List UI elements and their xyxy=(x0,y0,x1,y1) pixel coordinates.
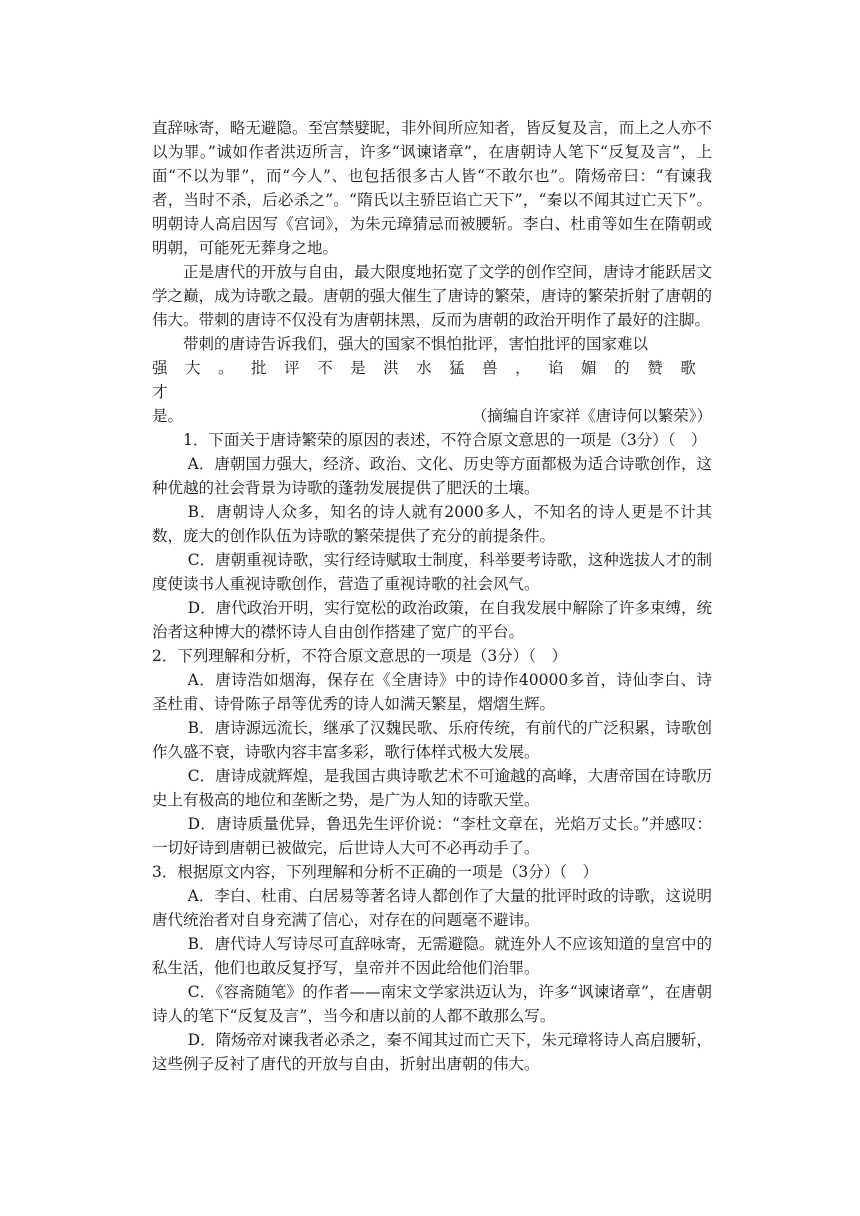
credit-line xyxy=(152,404,712,428)
option-d: D．隋炀帝对谏我者必杀之，秦不闻其过而亡天下，朱元璋将诗人高启腰斩，这些例子反衬了唐代的开放与自由，折射出唐朝的伟大。 xyxy=(152,1031,712,1073)
question-stem: 1．下面关于唐诗繁荣的原因的表述，不符合原文意思的一项是（3分）（ ） xyxy=(183,431,707,449)
question-stem: 3．根据原文内容，下列理解和分析不正确的一项是（3分）（ ） xyxy=(152,863,598,881)
document-page xyxy=(152,116,712,1076)
option-b: B．唐朝诗人众多，知名的诗人就有2000多人，不知名的诗人更是不计其数，庞大的创作队伍为诗歌的繁荣提供了充分的前提条件。 xyxy=(152,503,712,545)
option-a: A．唐诗浩如烟海，保存在《全唐诗》中的诗作40000多首，诗仙李白、诗圣杜甫、诗骨陈子昂等优秀的诗人如满天繁星，熠熠生辉。 xyxy=(152,671,712,713)
passage-paragraph-2: 正是唐代的开放与自由，最大限度地拓宽了文学的创作空间，唐诗才能跃居文学之巅，成为诗歌之最。唐朝的强大催生了唐诗的繁荣，唐诗的繁荣折射了唐朝的伟大。带刺的唐诗不仅没有为唐朝抹黑，反而为唐朝的政治开明作了最好的注脚。 xyxy=(152,263,712,329)
option-b: B．唐诗源远流长，继承了汉魏民歌、乐府传统，有前代的广泛积累，诗歌创作久盛不衰，诗歌内容丰富多彩，歌行体样式极大发展。 xyxy=(152,719,712,761)
passage-paragraph-1: 直辞咏寄，略无避隐。至宫禁嬖昵，非外间所应知者，皆反复及言，而上之人亦不以为罪。”诚如作者洪迈所言，许多“讽谏诸章”，在唐朝诗人笔下“反复及言”，上面“不以为罪”，而“今人”、也包括很多古人皆“不敢尔也”。隋炀帝曰：“有谏我者，当时不杀，后必杀之”。“隋氏以主骄臣谄亡天下”，“秦以不闻其过亡天下”。明朝诗人高启因写《宫词》，为朱元璋猜忌而被腰斩。李白、杜甫等如生在隋朝或明朝，可能死无葬身之地。 xyxy=(152,119,712,257)
question-1 xyxy=(152,428,712,644)
option-c: C．唐朝重视诗歌，实行经诗赋取士制度，科举要考诗歌，这种选拔人才的制度使读书人重视诗歌创作，营造了重视诗歌的社会风气。 xyxy=(152,551,712,593)
option-d: D．唐诗质量优异，鲁迅先生评价说：“李杜文章在，光焰万丈长。”并感叹：一切好诗到唐朝已被做完，后世诗人大可不必再动手了。 xyxy=(152,815,712,857)
option-a: A．李白、杜甫、白居易等著名诗人都创作了大量的批评时政的诗歌，这说明唐代统治者对自身充满了信心，对存在的问题毫不避讳。 xyxy=(152,887,712,929)
question-stem: 2．下列理解和分析，不符合原文意思的一项是（3分）（ ） xyxy=(152,647,567,665)
option-b: B．唐代诗人写诗尽可直辞咏寄，无需避隐。就连外人不应该知道的皇宫中的私生活，他们也敢反复抒写，皇帝并不因此给他们治罪。 xyxy=(152,935,712,977)
option-c: C．唐诗成就辉煌，是我国古典诗歌艺术不可逾越的高峰，大唐帝国在诗歌历史上有极高的地位和垄断之势，是广为人知的诗歌天堂。 xyxy=(152,767,712,809)
passage-paragraph-3-line-2: 强大。批评不是洪水猛兽，谄媚的赞歌才 xyxy=(152,359,712,401)
passage-paragraph-3-line-1: 带刺的唐诗告诉我们，强大的国家不惧怕批评，害怕批评的国家难以 xyxy=(183,335,649,353)
option-c: C．《容斋随笔》的作者——南宋文学家洪迈认为，许多“讽谏诸章”，在唐朝诗人的笔下“反复及言”，当今和唐以前的人都不敢那么写。 xyxy=(152,983,712,1025)
question-3 xyxy=(152,860,712,1076)
source-credit: （摘编自许家祥《唐诗何以繁荣》） xyxy=(471,407,712,425)
option-d: D．唐代政治开明，实行宽松的政治政策，在自我发展中解除了许多束缚，统治者这种博大的襟怀诗人自由创作搭建了宽广的平台。 xyxy=(152,599,712,641)
passage-paragraph-3-line-3: 是。 xyxy=(152,407,184,425)
question-2 xyxy=(152,644,712,860)
passage-paragraph-3 xyxy=(152,332,712,428)
option-a: A．唐朝国力强大，经济、政治、文化、历史等方面都极为适合诗歌创作，这种优越的社会背景为诗歌的蓬勃发展提供了肥沃的土壤。 xyxy=(152,455,712,497)
